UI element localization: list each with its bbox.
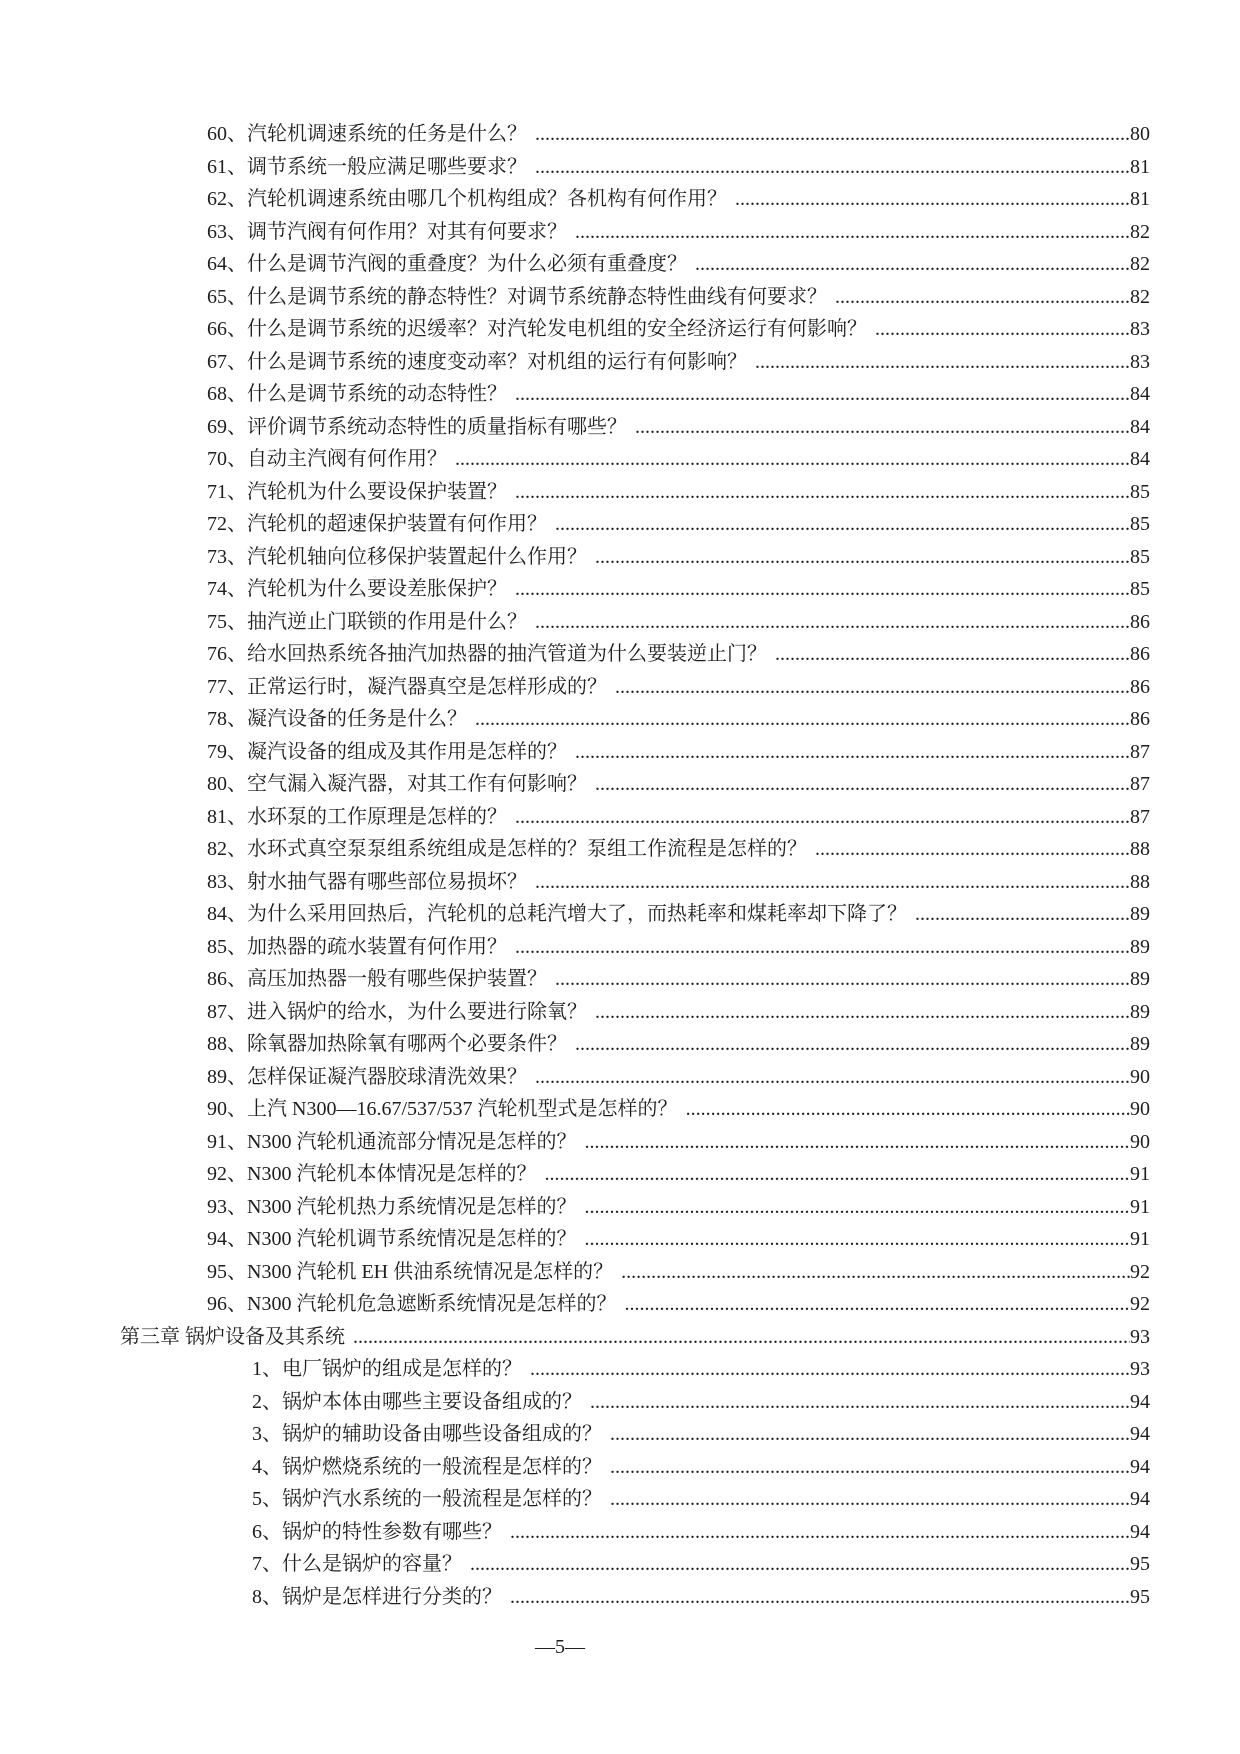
toc-entry-number: 75	[207, 610, 227, 633]
toc-entry-title: 高压加热器一般有哪些保护装置？	[247, 968, 547, 990]
toc-item-row	[0, 248, 1240, 281]
toc-entry-separator: 、	[262, 1488, 282, 1510]
toc-entry-page: 89	[1130, 968, 1150, 990]
dot-leader	[535, 606, 1130, 639]
toc-entry-separator: 、	[227, 1033, 247, 1055]
toc-entry-number: 3	[252, 1423, 262, 1445]
toc-entry-separator: 、	[227, 155, 247, 178]
toc-entry-number: 61	[207, 155, 227, 178]
dot-leader	[695, 248, 1130, 281]
toc-entry-number: 4	[252, 1455, 262, 1478]
toc-entry-separator: 、	[227, 1130, 247, 1153]
toc-entry-title: 除氧器加热除氧有哪两个必要条件？	[247, 1033, 567, 1055]
toc-entry-separator: 、	[262, 1390, 282, 1413]
toc-entry-separator: 、	[227, 1260, 247, 1283]
toc-entry-page: 86	[1130, 643, 1150, 665]
toc-entry-separator: 、	[227, 383, 247, 405]
toc-entry-page: 93	[1130, 1358, 1150, 1380]
toc-entry-number: 64	[207, 253, 227, 275]
dot-leader	[595, 996, 1130, 1029]
toc-entry-title: 怎样保证凝汽器胶球清洗效果？	[247, 1065, 527, 1088]
toc-entry-title: 为什么采用回热后，汽轮机的总耗汽增大了，而热耗率和煤耗率却下降了？	[247, 903, 907, 925]
toc-entry-title: N300 汽轮机 EH 供油系统情况是怎样的？	[247, 1260, 614, 1283]
toc-item-row	[0, 898, 1240, 931]
toc-entry-number: 76	[207, 643, 227, 665]
toc-entry-page: 95	[1130, 1585, 1150, 1608]
toc-entry-title: N300 汽轮机热力系统情况是怎样的？	[247, 1195, 577, 1218]
toc-entry-number: 71	[207, 480, 227, 503]
toc-entry-page: 89	[1130, 1033, 1150, 1055]
toc-entry-number: 87	[207, 1000, 227, 1023]
toc-entry-title: 什么是调节系统的速度变动率？对机组的运行有何影响？	[247, 350, 747, 373]
toc-entry-number: 7	[252, 1553, 262, 1575]
toc-entry-number: 96	[207, 1293, 227, 1315]
toc-entry-separator: 、	[227, 1000, 247, 1023]
toc-entry-page: 90	[1130, 1130, 1150, 1153]
dot-leader	[621, 1256, 1130, 1289]
toc-entry-title: 什么是锅炉的容量？	[282, 1553, 462, 1575]
toc-entry-title: 调节系统一般应满足哪些要求？	[247, 155, 527, 178]
toc-entry-number: 91	[207, 1130, 227, 1153]
dot-leader	[575, 736, 1130, 769]
toc-entry-title: 进入锅炉的给水，为什么要进行除氧？	[247, 1000, 587, 1023]
toc-item-row	[0, 1093, 1240, 1126]
toc-entry-title: 锅炉的辅助设备由哪些设备组成的？	[282, 1423, 602, 1445]
toc-item-row	[0, 606, 1240, 639]
toc-entry-separator: 、	[227, 708, 247, 730]
toc-item-row	[0, 313, 1240, 346]
toc-item-row	[0, 638, 1240, 671]
toc-entry-page: 92	[1130, 1293, 1150, 1315]
toc-entry-separator: 、	[227, 968, 247, 990]
toc-entry-title: 锅炉的特性参数有哪些？	[282, 1520, 502, 1543]
toc-entry-title: 凝汽设备的任务是什么？	[247, 708, 467, 730]
dot-leader	[535, 151, 1130, 184]
toc-entry-separator: 、	[227, 285, 247, 308]
toc-entry-separator: 、	[227, 253, 247, 275]
dot-leader	[595, 541, 1130, 574]
toc-entry-number: 65	[207, 285, 227, 308]
toc-entry-number: 94	[207, 1228, 227, 1250]
toc-entry-number: 90	[207, 1098, 227, 1120]
dot-leader	[470, 1548, 1130, 1581]
toc-entry-page: 90	[1130, 1098, 1150, 1120]
toc-entry-separator: 、	[227, 1228, 247, 1250]
toc-entry-page: 91	[1130, 1228, 1150, 1250]
toc-entry-separator: 、	[262, 1358, 282, 1380]
toc-entry-title: N300 汽轮机本体情况是怎样的？	[247, 1163, 537, 1185]
toc-entry-number: 72	[207, 513, 227, 535]
toc-entry-page: 88	[1130, 838, 1150, 860]
toc-item-row	[0, 801, 1240, 834]
dot-leader	[515, 931, 1130, 964]
toc-entry-title: 什么是调节系统的静态特性？对调节系统静态特性曲线有何要求？	[247, 285, 827, 308]
toc-entry-separator: 、	[262, 1553, 282, 1575]
toc-item-row	[0, 1158, 1240, 1191]
toc-entry-title: 水环式真空泵泵组系统组成是怎样的？泵组工作流程是怎样的？	[247, 838, 807, 860]
dot-leader	[530, 1353, 1130, 1386]
toc-item-row	[0, 1223, 1240, 1256]
dot-leader	[815, 833, 1130, 866]
toc-item-row	[0, 931, 1240, 964]
toc-item-row	[0, 1288, 1240, 1321]
toc-entry-separator: 、	[227, 188, 247, 210]
dot-leader	[535, 1061, 1130, 1094]
toc-entry-page: 86	[1130, 610, 1150, 633]
toc-entry-page: 85	[1130, 513, 1150, 535]
toc-entry-separator: 、	[227, 415, 247, 438]
dot-leader	[544, 1158, 1130, 1191]
toc-entry-page: 83	[1130, 318, 1150, 340]
toc-item-row	[0, 866, 1240, 899]
toc-entry-separator: 、	[227, 903, 247, 925]
toc-item-row	[0, 346, 1240, 379]
toc-entry-number: 8	[252, 1585, 262, 1608]
toc-item-row	[0, 573, 1240, 606]
toc-entry-title: 抽汽逆止门联锁的作用是什么？	[247, 610, 527, 633]
toc-entry-page: 94	[1130, 1455, 1150, 1478]
toc-entry-separator: 、	[227, 1195, 247, 1218]
toc-item-row	[0, 541, 1240, 574]
toc-entry-number: 1	[252, 1358, 262, 1380]
dot-leader	[535, 118, 1130, 151]
toc-entry-number: 67	[207, 350, 227, 373]
toc-entry-title: 锅炉本体由哪些主要设备组成的？	[282, 1390, 582, 1413]
toc-entry-separator: 、	[227, 740, 247, 763]
dot-leader	[575, 216, 1130, 249]
toc-entry-page: 91	[1130, 1195, 1150, 1218]
dot-leader	[635, 411, 1130, 444]
toc-entry-title: 水环泵的工作原理是怎样的？	[247, 805, 507, 828]
toc-entry-page: 93	[1130, 1325, 1150, 1348]
toc-item-row	[0, 671, 1240, 704]
toc-entry-number: 86	[207, 968, 227, 990]
toc-entry-title: 什么是调节系统的动态特性？	[247, 383, 507, 405]
toc-entry-number: 79	[207, 740, 227, 763]
toc-item-row	[0, 378, 1240, 411]
dot-leader	[515, 801, 1130, 834]
toc-item-row	[0, 1191, 1240, 1224]
toc-entry-separator: 、	[227, 838, 247, 860]
toc-entry-page: 87	[1130, 805, 1150, 828]
toc-item-row	[0, 1483, 1240, 1516]
toc-entry-title: 锅炉燃烧系统的一般流程是怎样的？	[282, 1455, 602, 1478]
toc-entry-page: 84	[1130, 448, 1150, 470]
toc-entry-page: 94	[1130, 1390, 1150, 1413]
toc-entry-page: 87	[1130, 740, 1150, 763]
toc-entry-number: 66	[207, 318, 227, 340]
toc-entry-page: 81	[1130, 155, 1150, 178]
toc-item-row	[0, 508, 1240, 541]
toc-entry-title: N300 汽轮机通流部分情况是怎样的？	[247, 1130, 577, 1153]
toc-entry-title: 加热器的疏水装置有何作用？	[247, 935, 507, 958]
toc-entry-title: 汽轮机为什么要设差胀保护？	[247, 578, 507, 600]
dot-leader	[515, 573, 1130, 606]
dot-leader	[455, 443, 1130, 476]
toc-entry-separator: 、	[227, 480, 247, 503]
dot-leader	[595, 768, 1130, 801]
toc-item-row	[0, 963, 1240, 996]
toc-entry-number: 77	[207, 675, 227, 698]
toc-entry-separator: 、	[227, 350, 247, 373]
toc-entry-number: 81	[207, 805, 227, 828]
toc-entry-separator: 、	[227, 1098, 247, 1120]
toc-entry-title: 第三章 锅炉设备及其系统	[120, 1325, 345, 1348]
toc-entry-page: 89	[1130, 935, 1150, 958]
toc-entry-number: 85	[207, 935, 227, 958]
toc-entry-page: 88	[1130, 870, 1150, 893]
toc-entry-separator: 、	[227, 220, 247, 243]
dot-leader	[353, 1321, 1130, 1354]
toc-entry-page: 83	[1130, 350, 1150, 373]
dot-leader	[590, 1386, 1130, 1419]
toc-entry-separator: 、	[227, 1163, 247, 1185]
toc-entry-page: 95	[1130, 1553, 1150, 1575]
toc-entry-page: 82	[1130, 253, 1150, 275]
toc-entry-title: 空气漏入凝汽器，对其工作有何影响？	[247, 773, 587, 795]
toc-entry-page: 94	[1130, 1488, 1150, 1510]
dot-leader	[755, 346, 1130, 379]
dot-leader	[835, 281, 1130, 314]
toc-entry-number: 83	[207, 870, 227, 893]
toc-entry-page: 86	[1130, 708, 1150, 730]
toc-item-row	[0, 216, 1240, 249]
toc-item-row	[0, 1548, 1240, 1581]
toc-entry-number: 92	[207, 1163, 227, 1185]
toc-entry-separator: 、	[262, 1520, 282, 1543]
toc-entry-number: 73	[207, 545, 227, 568]
toc-entry-title: N300 汽轮机危急遮断系统情况是怎样的？	[247, 1293, 617, 1315]
dot-leader	[875, 313, 1130, 346]
toc-item-row	[0, 1581, 1240, 1614]
toc-entry-title: 上汽 N300—16.67/537/537 汽轮机型式是怎样的？	[247, 1098, 678, 1120]
dot-leader	[610, 1483, 1130, 1516]
toc-entry-number: 80	[207, 773, 227, 795]
toc-entry-title: 汽轮机调速系统的任务是什么？	[247, 123, 527, 145]
dot-leader	[615, 671, 1130, 704]
toc-entry-number: 70	[207, 448, 227, 470]
toc-item-row	[0, 443, 1240, 476]
dot-leader	[510, 1581, 1130, 1614]
toc-item-row	[0, 1126, 1240, 1159]
toc-item-row	[0, 1353, 1240, 1386]
toc-entry-separator: 、	[227, 643, 247, 665]
toc-entry-number: 89	[207, 1065, 227, 1088]
dot-leader	[555, 963, 1130, 996]
toc-entry-number: 84	[207, 903, 227, 925]
toc-entry-page: 90	[1130, 1065, 1150, 1088]
toc-entry-page: 86	[1130, 675, 1150, 698]
toc-entry-separator: 、	[227, 935, 247, 958]
toc-item-row	[0, 736, 1240, 769]
toc-entry-page: 89	[1130, 1000, 1150, 1023]
toc-entry-title: 射水抽气器有哪些部位易损坏？	[247, 870, 527, 893]
toc-item-row	[0, 1451, 1240, 1484]
toc-entry-page: 82	[1130, 220, 1150, 243]
toc-entry-separator: 、	[227, 123, 247, 145]
toc-entry-page: 87	[1130, 773, 1150, 795]
dot-leader	[610, 1451, 1130, 1484]
toc-entry-number: 6	[252, 1520, 262, 1543]
toc-entry-page: 85	[1130, 480, 1150, 503]
toc-entry-page: 85	[1130, 578, 1150, 600]
toc-entry-title: 什么是调节系统的迟缓率？对汽轮发电机组的安全经济运行有何影响？	[247, 318, 867, 340]
toc-entry-title: 正常运行时，凝汽器真空是怎样形成的？	[247, 675, 607, 698]
toc-entry-title: 汽轮机的超速保护装置有何作用？	[247, 513, 547, 535]
toc-entry-page: 84	[1130, 415, 1150, 438]
toc-entry-separator: 、	[227, 578, 247, 600]
toc-entry-separator: 、	[227, 545, 247, 568]
toc-entry-separator: 、	[227, 448, 247, 470]
toc-entry-number: 5	[252, 1488, 262, 1510]
toc-entry-number: 60	[207, 123, 227, 145]
toc-entry-page: 80	[1130, 123, 1150, 145]
toc-entry-separator: 、	[227, 1065, 247, 1088]
toc-item-row	[0, 703, 1240, 736]
toc-entry-page: 85	[1130, 545, 1150, 568]
toc-entry-separator: 、	[227, 870, 247, 893]
toc-entry-page: 94	[1130, 1520, 1150, 1543]
toc-entry-title: 汽轮机为什么要设保护装置？	[247, 480, 507, 503]
toc-entry-separator: 、	[227, 805, 247, 828]
dot-leader	[584, 1126, 1130, 1159]
toc-item-row	[0, 996, 1240, 1029]
toc-entry-number: 69	[207, 415, 227, 438]
toc-item-row	[0, 281, 1240, 314]
toc-item-row	[0, 1061, 1240, 1094]
toc-entry-title: N300 汽轮机调节系统情况是怎样的？	[247, 1228, 577, 1250]
toc-item-row	[0, 476, 1240, 509]
toc-entry-separator: 、	[262, 1455, 282, 1478]
toc-item-row	[0, 118, 1240, 151]
toc-entry-number: 95	[207, 1260, 227, 1283]
toc-entry-separator: 、	[227, 610, 247, 633]
toc-entry-separator: 、	[227, 675, 247, 698]
toc-entry-page: 94	[1130, 1423, 1150, 1445]
dot-leader	[535, 866, 1130, 899]
toc-entry-title: 调节汽阀有何作用？对其有何要求？	[247, 220, 567, 243]
dot-leader	[584, 1223, 1130, 1256]
dot-leader	[475, 703, 1130, 736]
toc-entry-separator: 、	[227, 1293, 247, 1315]
toc-entry-number: 93	[207, 1195, 227, 1218]
page-number-footer: —5—	[535, 1636, 585, 1658]
toc-entry-title: 电厂锅炉的组成是怎样的？	[282, 1358, 522, 1380]
toc-entry-number: 82	[207, 838, 227, 860]
toc-entry-title: 什么是调节汽阀的重叠度？为什么必须有重叠度？	[247, 253, 687, 275]
dot-leader	[686, 1093, 1130, 1126]
toc-entry-number: 88	[207, 1033, 227, 1055]
toc-entry-number: 62	[207, 188, 227, 210]
dot-leader	[610, 1418, 1130, 1451]
toc-item-row	[0, 1028, 1240, 1061]
dot-leader	[735, 183, 1130, 216]
toc-entry-number: 74	[207, 578, 227, 600]
toc-entry-separator: 、	[227, 318, 247, 340]
toc-item-row	[0, 151, 1240, 184]
toc-entry-separator: 、	[227, 513, 247, 535]
toc-item-row	[0, 1418, 1240, 1451]
dot-leader	[575, 1028, 1130, 1061]
dot-leader	[510, 1516, 1130, 1549]
dot-leader	[624, 1288, 1130, 1321]
toc-entry-title: 给水回热系统各抽汽加热器的抽汽管道为什么要装逆止门？	[247, 643, 767, 665]
toc-entry-number: 2	[252, 1390, 262, 1413]
toc-entry-page: 89	[1130, 903, 1150, 925]
dot-leader	[515, 378, 1130, 411]
toc-entry-separator: 、	[262, 1423, 282, 1445]
toc-entry-title: 锅炉是怎样进行分类的？	[282, 1585, 502, 1608]
toc-entry-separator: 、	[227, 773, 247, 795]
toc-item-row	[0, 1256, 1240, 1289]
toc-entry-title: 凝汽设备的组成及其作用是怎样的？	[247, 740, 567, 763]
toc-item-row	[0, 768, 1240, 801]
toc-entry-separator: 、	[262, 1585, 282, 1608]
toc-entry-title: 自动主汽阀有何作用？	[247, 448, 447, 470]
toc-entry-title: 汽轮机调速系统由哪几个机构组成？各机构有何作用？	[247, 188, 727, 210]
toc-item-row	[0, 833, 1240, 866]
dot-leader	[915, 898, 1130, 931]
dot-leader	[555, 508, 1130, 541]
dot-leader	[775, 638, 1130, 671]
toc-entry-number: 63	[207, 220, 227, 243]
toc-entry-page: 82	[1130, 285, 1150, 308]
toc-item-row	[0, 183, 1240, 216]
toc-entry-page: 81	[1130, 188, 1150, 210]
toc-entry-title: 评价调节系统动态特性的质量指标有哪些？	[247, 415, 627, 438]
toc-entry-number: 68	[207, 383, 227, 405]
toc-item-row	[0, 1386, 1240, 1419]
dot-leader	[515, 476, 1130, 509]
toc-entry-page: 91	[1130, 1163, 1150, 1185]
toc-item-row	[0, 1516, 1240, 1549]
toc-entry-title: 锅炉汽水系统的一般流程是怎样的？	[282, 1488, 602, 1510]
toc-entry-number: 78	[207, 708, 227, 730]
toc-entry-page: 84	[1130, 383, 1150, 405]
toc-entry-page: 92	[1130, 1260, 1150, 1283]
toc-entry-title: 汽轮机轴向位移保护装置起什么作用？	[247, 545, 587, 568]
dot-leader	[584, 1191, 1130, 1224]
toc-item-row	[0, 411, 1240, 444]
toc-chapter-row	[0, 1321, 1240, 1354]
